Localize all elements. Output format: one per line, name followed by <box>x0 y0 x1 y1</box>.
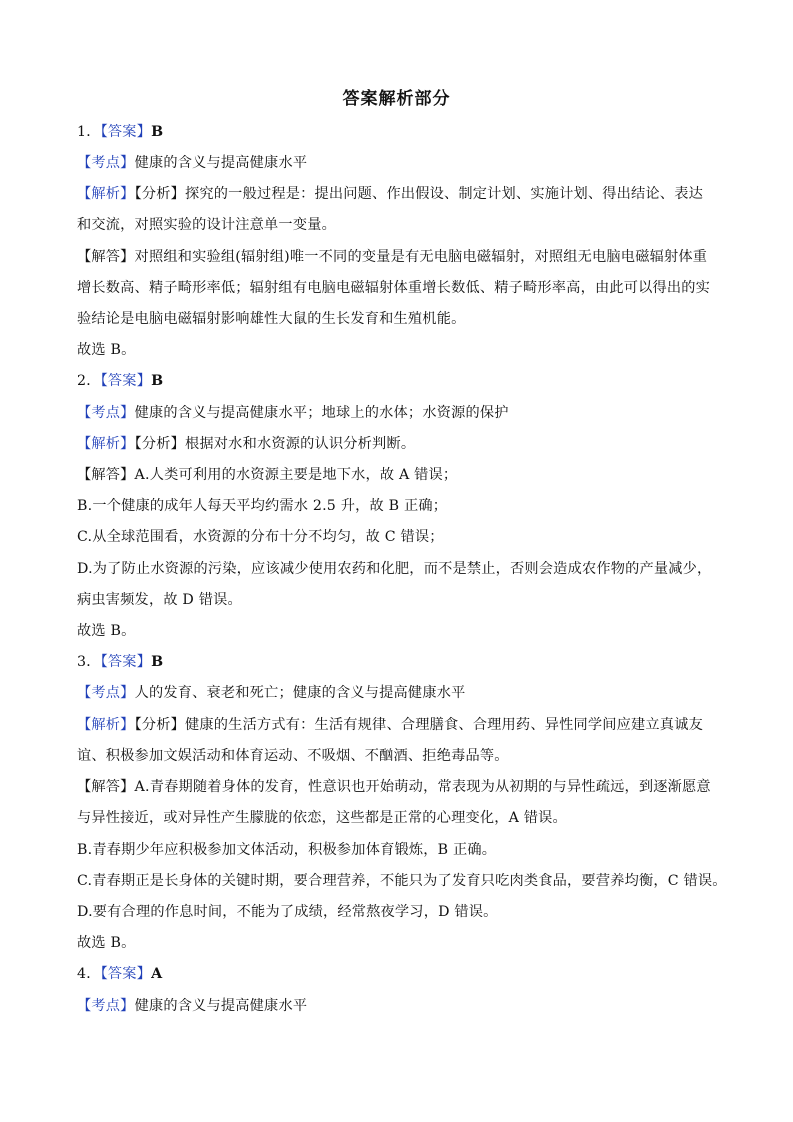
q1-answer: B <box>151 124 164 140</box>
q1-answer-line <box>77 122 163 142</box>
q3-number: 3． <box>77 654 101 670</box>
answer-label: 【答案】 <box>100 124 152 140</box>
q3-jieda-a2: 与异性接近，或对异性产生朦胧的依恋，这些都是正常的心理变化，A 错误。 <box>77 810 567 826</box>
q2-number: 2． <box>77 373 101 389</box>
q2-option-d-1: D.为了防止水资源的污染，应该减少使用农药和化肥，而不是禁止，否则会造成农作物的产量减少， <box>77 561 712 577</box>
answer-label: 【答案】 <box>100 966 152 982</box>
q4-kaodian: 健康的含义与提高健康水平 <box>134 998 308 1014</box>
q3-answer: B <box>151 654 164 670</box>
page-title: 答案解析部分 <box>342 89 451 109</box>
kaodian-label: 【考点】 <box>77 998 135 1014</box>
q1-jieda-1: 【解答】对照组和实验组(辐射组)唯一不同的变量是有无电脑电磁辐射，对照组无电脑电磁辐射体重 <box>77 249 708 265</box>
q2-answer-line <box>77 371 163 391</box>
q1-fenxi-line <box>77 184 703 204</box>
q2-option-d-2: 病虫害频发，故 D 错误。 <box>77 592 242 608</box>
q4-answer: A <box>151 966 163 982</box>
q3-jieda-a1: 【解答】A.青春期随着身体的发育，性意识也开始萌动，常表现为从初期的与异性疏远，到逐渐愿意 <box>77 779 711 795</box>
q1-guxuan: 故选 B。 <box>77 342 136 358</box>
q3-fenxi-1: 【分析】健康的生活方式有：生活有规律、合理膳食、合理用药、异性同学间应建立真诚友 <box>134 717 703 733</box>
q2-jieda-a: 【解答】A.人类可利用的水资源主要是地下水，故 A 错误； <box>77 467 458 483</box>
q1-number: 1． <box>77 124 101 140</box>
q1-jieda-2: 增长数高、精子畸形率低；辐射组有电脑电磁辐射体重增长数低、精子畸形率高，由此可以得出的实 <box>77 280 711 296</box>
q3-answer-line <box>77 652 163 672</box>
q1-kaodian-line <box>77 153 307 173</box>
q2-answer: B <box>151 373 164 389</box>
q3-kaodian: 人的发育、衰老和死亡；健康的含义与提高健康水平 <box>134 685 466 701</box>
q1-jieda-3: 验结论是电脑电磁辐射影响雄性大鼠的生长发育和生殖机能。 <box>77 311 466 327</box>
q2-option-c: C.从全球范围看，水资源的分布十分不均匀，故 C 错误； <box>77 529 444 545</box>
answer-label: 【答案】 <box>100 373 152 389</box>
q3-option-c: C.青春期正是长身体的关键时期，要合理营养，不能只为了发育只吃肉类食品，要营养均衡，C 错误。 <box>77 873 727 889</box>
q3-kaodian-line <box>77 683 465 703</box>
q3-fenxi-line <box>77 715 703 735</box>
q3-fenxi-2: 谊、积极参加文娱活动和体育运动、不吸烟、不酗酒、拒绝毒品等。 <box>77 748 509 764</box>
kaodian-label: 【考点】 <box>77 685 135 701</box>
kaodian-label: 【考点】 <box>77 155 135 171</box>
kaodian-label: 【考点】 <box>77 405 135 421</box>
q4-number: 4． <box>77 966 101 982</box>
q2-fenxi: 【分析】根据对水和水资源的认识分析判断。 <box>134 436 416 452</box>
jiexi-label: 【解析】 <box>77 186 135 202</box>
q2-option-b: B.一个健康的成年人每天平均约需水 2.5 升，故 B 正确； <box>77 498 448 514</box>
jiexi-label: 【解析】 <box>77 436 135 452</box>
q1-fenxi-1: 【分析】探究的一般过程是：提出问题、作出假设、制定计划、实施计划、得出结论、表达 <box>134 186 703 202</box>
q4-kaodian-line <box>77 996 307 1016</box>
answer-label: 【答案】 <box>100 654 152 670</box>
q2-kaodian-line <box>77 403 509 423</box>
jiexi-label: 【解析】 <box>77 717 135 733</box>
q3-option-b: B.青春期少年应积极参加文体活动，积极参加体育锻炼，B 正确。 <box>77 842 497 858</box>
q2-kaodian: 健康的含义与提高健康水平；地球上的水体；水资源的保护 <box>134 405 509 421</box>
q2-guxuan: 故选 B。 <box>77 623 136 639</box>
q4-answer-line <box>77 964 162 984</box>
q1-kaodian: 健康的含义与提高健康水平 <box>134 155 308 171</box>
q1-fenxi-2: 和交流，对照实验的设计注意单一变量。 <box>77 217 336 233</box>
q2-fenxi-line <box>77 434 415 454</box>
q3-guxuan: 故选 B。 <box>77 935 136 951</box>
q3-option-d: D.要有合理的作息时间，不能为了成绩，经常熬夜学习，D 错误。 <box>77 904 498 920</box>
